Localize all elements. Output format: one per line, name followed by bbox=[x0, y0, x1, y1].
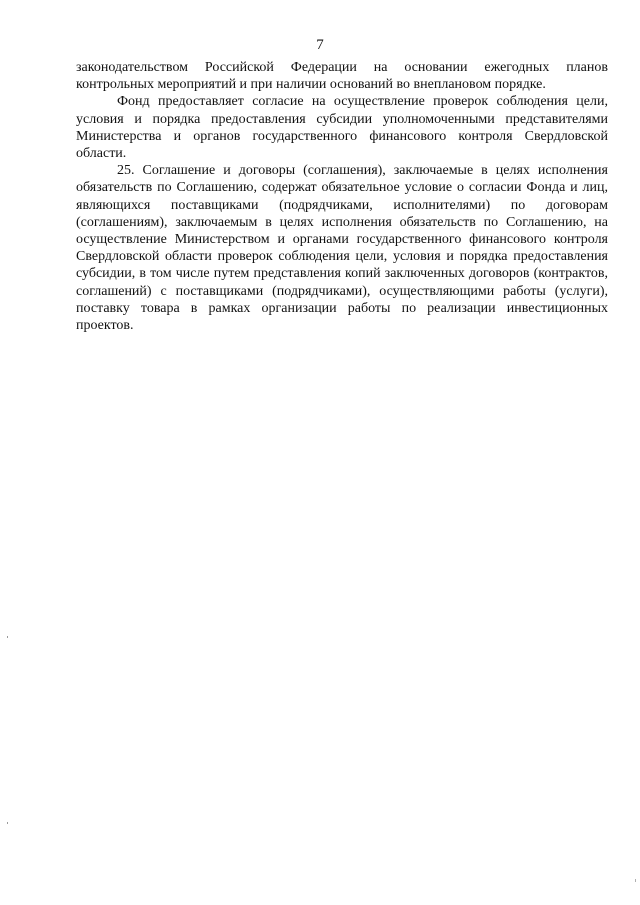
paragraph-continuation: законодательством Российской Федерации на основании ежегодных планов контрольных мероприятий и при наличии оснований во внеплановом порядке. bbox=[76, 60, 608, 93]
scan-margin-mark bbox=[7, 822, 8, 824]
scan-edge-mark bbox=[635, 879, 636, 882]
page-number: 7 bbox=[316, 37, 324, 53]
scan-margin-mark bbox=[7, 636, 8, 638]
document-body bbox=[76, 59, 608, 334]
paragraph-item-25: 25. Соглашение и договоры (соглашения), заключаемые в целях исполнения обязательств по Соглашению, содержат обязательное условие о согласии Фонда и лиц, являющихся поставщиками (подрядчиками, исполнителями) по договорам (соглашениям), заключаемым в целях исполнения обязательств по Соглашению, на осуществление Министерством и органами государственного финансового контроля Свердловской области проверок соблюдения цели, условия и порядка предоставления субсидии, в том числе путем представления копий заключенных договоров (контрактов, соглашений) с поставщиками (подрядчиками), осуществляющими работы (услуги), поставку товара в рамках организации работы по реализации инвестиционных проектов. bbox=[76, 163, 608, 334]
paragraph-fund-consent: Фонд предоставляет согласие на осуществление проверок соблюдения цели, условия и порядка предоставления субсидии уполномоченными представителями Министерства и органов государственного финансового контроля Свердловской области. bbox=[76, 94, 608, 162]
